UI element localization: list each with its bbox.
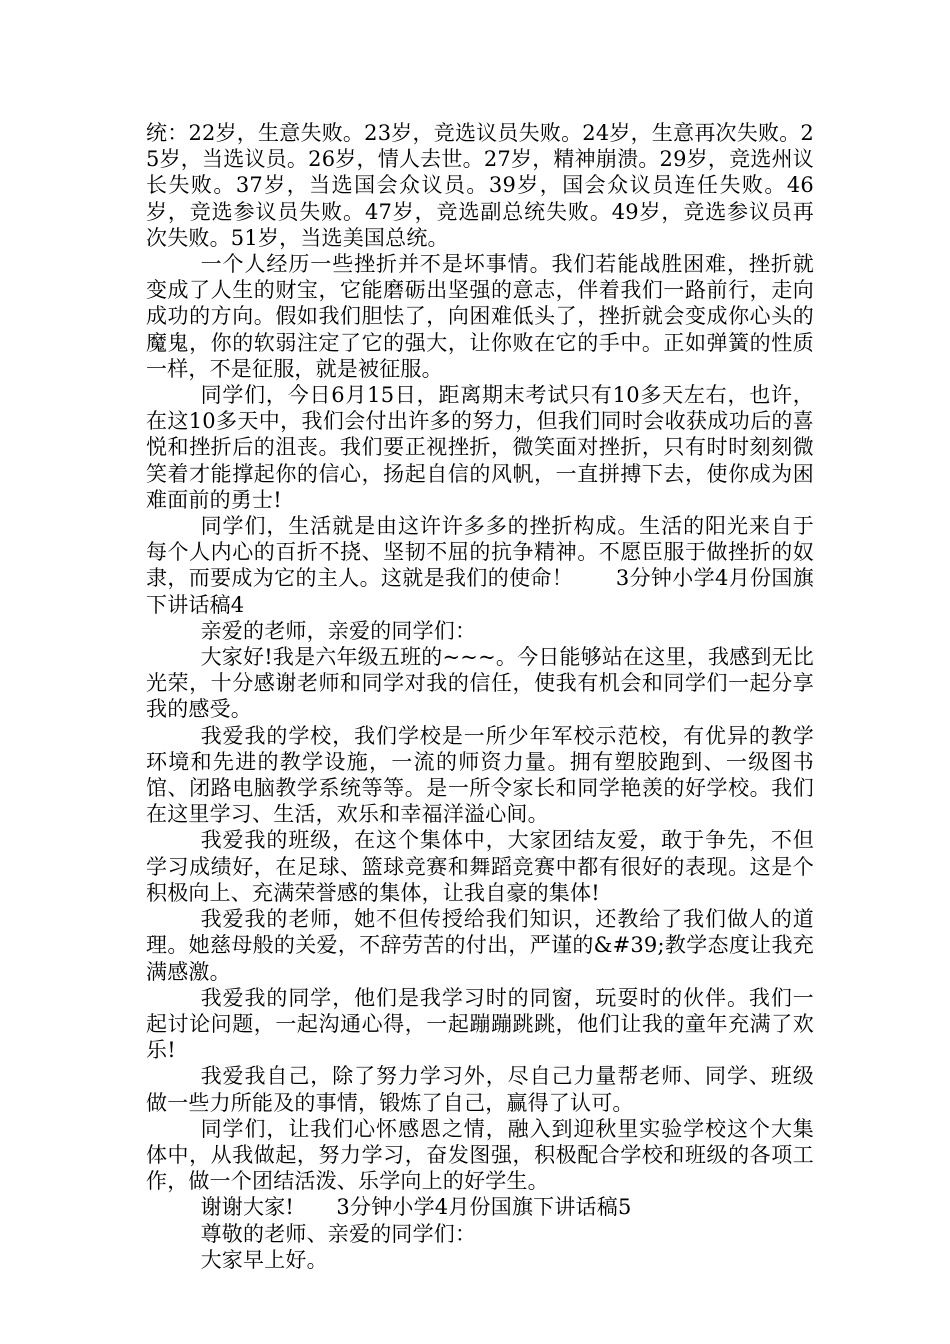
paragraph: 我爱我的班级，在这个集体中，大家团结友爱，敢于争先，不但学习成绩好，在足球、篮球竞赛和舞蹈竞赛中都有很好的表现。这是个积极向上、充满荣誉感的集体，让我自豪的集体! <box>146 828 814 905</box>
paragraph: 我爱我的老师，她不但传授给我们知识，还教给了我们做人的道理。她慈母般的关爱，不辞劳苦的付出，严谨的&#39;教学态度让我充满感激。 <box>146 907 814 984</box>
paragraph: 大家好!我是六年级五班的~~~。今日能够站在这里，我感到无比光荣，十分感谢老师和同学对我的信任，使我有机会和同学们一起分享我的感受。 <box>146 645 814 722</box>
paragraph: 同学们，生活就是由这许许多多的挫折构成。生活的阳光来自于每个人内心的百折不挠、坚韧不屈的抗争精神。不愿臣服于做挫折的奴隶，而要成为它的主人。这就是我们的使命！ 3分钟小学4月份国旗下讲话稿4 <box>146 514 814 617</box>
paragraph: 我爱我自己，除了努力学习外，尽自己力量帮老师、同学、班级做一些力所能及的事情，锻炼了自己，赢得了认可。 <box>146 1064 814 1115</box>
greeting: 大家早上好。 <box>200 1247 328 1272</box>
salutation: 尊敬的老师、亲爱的同学们： <box>200 1221 477 1246</box>
paragraph: 同学们，今日6月15日，距离期末考试只有10多天左右，也许，在这10多天中，我们会付出许多的努力，但我们同时会收获成功后的喜悦和挫折后的沮丧。我们要正视挫折，微笑面对挫折，只有时时刻刻微笑着才能撑起你的信心，扬起自信的风帆，一直拼搏下去，使你成为困难面前的勇士! <box>146 383 814 512</box>
paragraph: 统：22岁，生意失败。23岁，竞选议员失败。24岁，生意再次失败。25岁，当选议员。26岁，情人去世。27岁，精神崩溃。29岁，竞选州议长失败。37岁，当选国会众议员。39岁，国会众议员连任失败。46岁，竞选参议员失败。47岁，竞选副总统失败。49岁，竞选参议员再次失败。51岁，当选美国总统。 <box>146 121 814 250</box>
closing-line: 谢谢大家! 3分钟小学4月份国旗下讲话稿5 <box>200 1195 632 1220</box>
salutation: 亲爱的老师，亲爱的同学们： <box>200 618 477 643</box>
paragraph: 一个人经历一些挫折并不是坏事情。我们若能战胜困难，挫折就变成了人生的财宝，它能磨砺出坚强的意志，伴着我们一路前行，走向成功的方向。假如我们胆怯了，向困难低头了，挫折就会变成你心头的魔鬼，你的软弱注定了它的强大，让你败在它的手中。正如弹簧的性质一样，不是征服，就是被征服。 <box>146 252 814 381</box>
document-page <box>146 120 814 1273</box>
paragraph: 我爱我的同学，他们是我学习时的同窗，玩耍时的伙伴。我们一起讨论问题，一起沟通心得，一起蹦蹦跳跳，他们让我的童年充满了欢乐! <box>146 985 814 1063</box>
paragraph: 我爱我的学校，我们学校是一所少年军校示范校，有优异的教学环境和先进的教学设施，一流的师资力量。拥有塑胶跑到、一级图书馆、闭路电脑教学系统等等。是一所令家长和同学艳羡的好学校。我们在这里学习、生活，欢乐和幸福洋溢心间。 <box>146 723 814 827</box>
paragraph: 同学们，让我们心怀感恩之情，融入到迎秋里实验学校这个大集体中，从我做起，努力学习，奋发图强，积极配合学校和班级的各项工作，做一个团结活泼、乐学向上的好学生。 <box>146 1116 814 1194</box>
